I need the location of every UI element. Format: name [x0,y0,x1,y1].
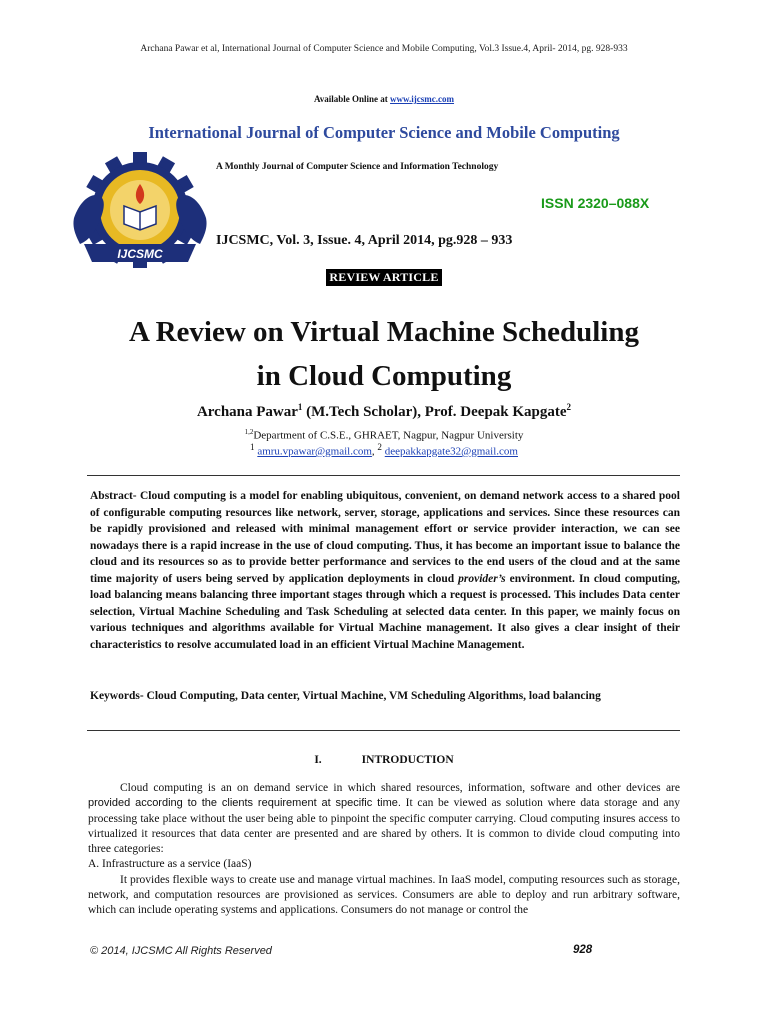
available-prefix: Available Online at [313,94,391,104]
intro-p1-c: It can be viewed as solution where data storage and any processing take place without the user being able to pinpoint the specific computer carrying. Cloud computing insures access to virtualized it resources that data center are presented and are shared by others. It is common to divide cloud computing into three categories: [88,797,680,856]
affiliation [0,428,768,442]
journal-subtitle: A Monthly Journal of Computer Science and Information Technology [216,162,499,172]
intro-paragraph-1 [88,781,680,857]
divider-bottom [87,730,680,731]
article-type-wrap [0,268,768,286]
section-title: INTRODUCTION [361,754,454,766]
abstract-part-2: environment. In cloud computing, load balancing means balancing three important stages through which a request is processed. This includes Data center selection, Virtual Machine Scheduling and Task Scheduling at selected data center. In this paper, we mainly focus on various techniques and algorithms available for Virtual Machine management. It also gives a clear insight of their characteristics to resolve accumulated load in an efficient Virtual Machine Management. [90,572,680,651]
section-heading-introduction [0,754,768,766]
introduction-body [88,781,680,919]
affiliation-text: Department of C.S.E., GHRAET, Nagpur, Nagpur University [253,429,524,442]
issn-number: ISSN 2320–088X [541,195,650,211]
ijcsmc-logo [70,148,210,283]
abstract-text [90,488,680,653]
intro-item-a: A. Infrastructure as a service (IaaS) [88,858,252,871]
keywords: Keywords- Cloud Computing, Data center, Virtual Machine, VM Scheduling Algorithms, load balancing [90,690,601,702]
email-2-link[interactable]: deepakkapgate32@gmail.com [384,445,518,458]
author-1-sup: 1 [297,402,303,412]
email-1-link[interactable]: amru.vpawar@gmail.com [257,445,372,458]
affiliation-sup: 1,2 [244,428,254,436]
author-roles: (M.Tech Scholar), Prof. Deepak Kapgate [302,404,567,420]
divider-top [87,475,680,476]
abstract-part-1: Abstract- Cloud computing is a model for enabling ubiquitous, convenient, on demand network access to a shared pool of configurable computing resources like network, server, storage, applications and services. Since these resources can be rapidly provisioned and released with minimal management effort or service provider interaction, we can see nowadays there is a rapid increase in the use of cloud computing. Thus, it has become an important issue to balance the cloud and its resources so as to provide better performance and services to the end users of the cloud and at the same time majority of users being served by application deployments in cloud [90,490,680,585]
abstract-italic: provider’s [458,572,506,585]
author-2-sup: 2 [566,402,572,412]
available-online [0,94,768,104]
intro-paragraph-2: It provides flexible ways to create use and manage virtual machines. In IaaS model, computing resources such as storage, network, and computation resources are provisioned as services. Consumers are able to deploy and run arbitrary software, which can include operating systems and applications. Consumers do not manage or control the [88,873,680,917]
footer-copyright: © 2014, IJCSMC All Rights Reserved [90,945,272,957]
intro-p1-b: provided according to the clients requirement at specific time. [88,797,401,810]
journal-url-link[interactable]: www.ijcsmc.com [390,94,455,104]
intro-p1-a: Cloud computing is an on demand service in which shared resources, information, software and other devices are [120,782,680,794]
author-1: Archana Pawar [196,404,298,420]
article-type-badge: REVIEW ARTICLE [326,269,441,286]
svg-text:IJCSMC: IJCSMC [117,247,163,261]
email-separator: , [371,445,378,458]
author-emails [0,442,768,458]
footer-page-number: 928 [573,944,593,956]
paper-title [0,310,768,398]
paper-title-line-2: in Cloud Computing [256,360,512,392]
section-number: I. [314,754,322,766]
email-1-sup: 1 [250,442,255,452]
volume-line: IJCSMC, Vol. 3, Issue. 4, April 2014, pg.928 – 933 [216,233,513,248]
paper-title-line-1: A Review on Virtual Machine Scheduling [129,316,639,348]
email-2-sup: 2 [377,442,382,452]
journal-title: International Journal of Computer Science and Mobile Computing [148,123,620,142]
running-head: Archana Pawar et al, International Journal of Computer Science and Mobile Computing, Vol.3 Issue.4, April- 2014, pg. 928-933 [140,44,628,54]
author-line [0,402,768,421]
